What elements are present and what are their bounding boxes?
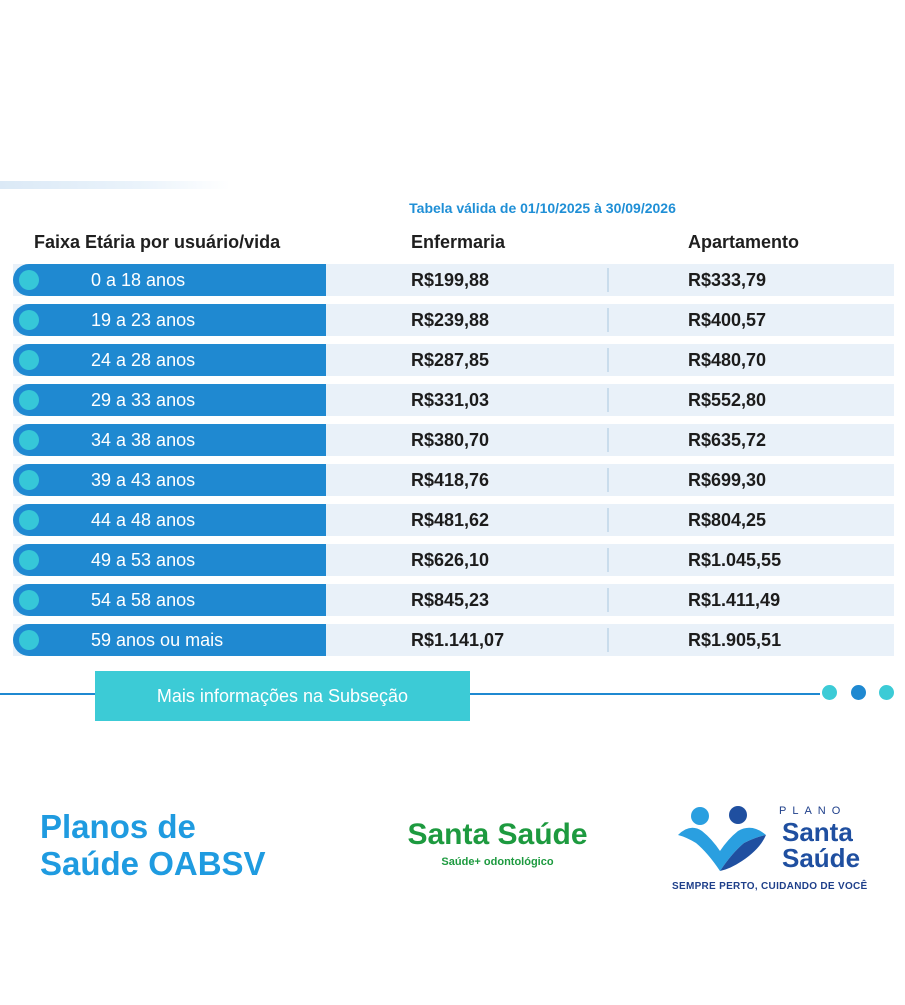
santa-saude-name: Santa Saúde <box>407 818 588 851</box>
bullet-icon <box>19 590 39 610</box>
column-separator <box>607 428 609 452</box>
people-heart-icon <box>672 805 776 877</box>
plano-word: PLANO <box>779 805 847 817</box>
carousel-dot-active[interactable] <box>851 685 866 700</box>
enfermaria-price: R$287,85 <box>411 350 490 370</box>
column-separator <box>607 468 609 492</box>
enfermaria-price: R$199,88 <box>411 270 490 290</box>
carousel-dot[interactable] <box>822 685 837 700</box>
bullet-icon <box>19 630 39 650</box>
apartamento-price: R$699,30 <box>688 470 767 490</box>
bullet-icon <box>19 310 39 330</box>
oab-brand-line2: Saúde OABSV <box>40 845 266 882</box>
apartamento-price: R$480,70 <box>688 350 767 370</box>
age-range-label: 19 a 23 anos <box>91 310 196 330</box>
enfermaria-price: R$418,76 <box>411 470 490 490</box>
age-cell <box>13 624 326 656</box>
bullet-icon <box>19 470 39 490</box>
plano-santa-saude-logo <box>672 805 872 895</box>
age-cell <box>13 584 326 616</box>
age-cell <box>13 304 326 336</box>
apartamento-price: R$552,80 <box>688 390 767 410</box>
decorative-strip <box>0 181 230 189</box>
age-cell <box>13 264 326 296</box>
age-cell <box>13 344 326 376</box>
column-separator <box>607 508 609 532</box>
more-info-button[interactable]: Mais informações na Subseção <box>95 671 470 721</box>
column-separator <box>607 388 609 412</box>
plano-brand-line2: Saúde <box>782 843 861 873</box>
column-separator <box>607 308 609 332</box>
table-row <box>13 304 894 336</box>
bullet-icon <box>19 350 39 370</box>
table-row <box>13 384 894 416</box>
enfermaria-price: R$331,03 <box>411 390 490 410</box>
column-separator <box>607 628 609 652</box>
bullet-icon <box>19 390 39 410</box>
apartamento-price: R$635,72 <box>688 430 767 450</box>
age-range-label: 44 a 48 anos <box>91 510 196 530</box>
carousel-dot[interactable] <box>879 685 894 700</box>
age-cell <box>13 504 326 536</box>
age-range-label: 39 a 43 anos <box>91 470 196 490</box>
bullet-icon <box>19 550 39 570</box>
column-separator <box>607 588 609 612</box>
age-range-label: 0 a 18 anos <box>91 270 186 290</box>
validity-text: Tabela válida de 01/10/2025 à 30/09/2026 <box>409 200 676 216</box>
table-row <box>13 584 894 616</box>
age-range-label: 59 anos ou mais <box>91 630 224 650</box>
apartamento-price: R$333,79 <box>688 270 767 290</box>
age-range-label: 54 a 58 anos <box>91 590 196 610</box>
plano-brand-name <box>782 819 860 871</box>
age-cell <box>13 384 326 416</box>
enfermaria-price: R$1.141,07 <box>411 630 505 650</box>
table-row <box>13 424 894 456</box>
table-row <box>13 504 894 536</box>
column-separator <box>607 268 609 292</box>
age-column-header: Faixa Etária por usuário/vida <box>34 232 281 252</box>
age-range-label: 34 a 38 anos <box>91 430 196 450</box>
table-row <box>13 464 894 496</box>
apartamento-price: R$1.411,49 <box>688 590 781 610</box>
bullet-icon <box>19 510 39 530</box>
age-range-label: 29 a 33 anos <box>91 390 196 410</box>
column-separator <box>607 348 609 372</box>
table-row <box>13 544 894 576</box>
age-range-label: 24 a 28 anos <box>91 350 196 370</box>
apartamento-price: R$1.905,51 <box>688 630 782 650</box>
bullet-icon <box>19 430 39 450</box>
age-range-label: 49 a 53 anos <box>91 550 196 570</box>
table-row <box>13 624 894 656</box>
enfermaria-price: R$380,70 <box>411 430 490 450</box>
enfermaria-price: R$239,88 <box>411 310 490 330</box>
santa-saude-logo <box>390 818 605 868</box>
age-cell <box>13 464 326 496</box>
enfermaria-price: R$626,10 <box>411 550 490 570</box>
enfermaria-column-header: Enfermaria <box>411 232 506 252</box>
oab-brand-line1: Planos de <box>40 808 196 845</box>
age-cell <box>13 544 326 576</box>
age-cell <box>13 424 326 456</box>
santa-saude-subtitle: Saúde+ odontológico <box>441 856 554 868</box>
column-separator <box>607 548 609 572</box>
bullet-icon <box>19 270 39 290</box>
oab-brand <box>40 808 266 882</box>
enfermaria-price: R$481,62 <box>411 510 490 530</box>
plano-brand-line1: Santa <box>782 817 853 847</box>
table-row <box>13 344 894 376</box>
plano-tagline: SEMPRE PERTO, CUIDANDO DE VOCÊ <box>672 881 868 892</box>
apartamento-price: R$400,57 <box>688 310 767 330</box>
carousel-dots <box>822 685 897 701</box>
apartamento-column-header: Apartamento <box>688 232 800 252</box>
apartamento-price: R$804,25 <box>688 510 767 530</box>
apartamento-price: R$1.045,55 <box>688 550 782 570</box>
table-row <box>13 264 894 296</box>
enfermaria-price: R$845,23 <box>411 590 490 610</box>
